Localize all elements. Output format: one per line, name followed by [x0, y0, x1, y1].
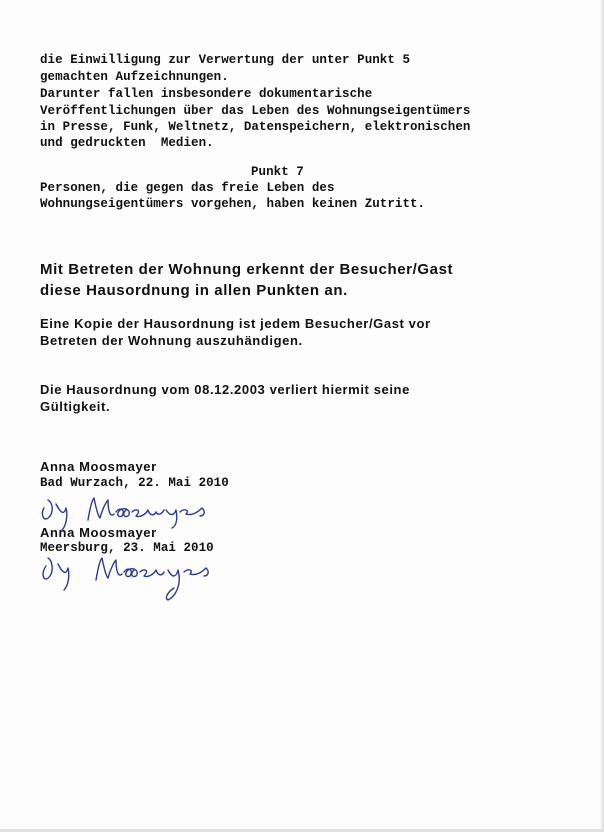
paper-edge [600, 0, 604, 832]
copy-note-line: Betreten der Wohnung auszuhändigen. [40, 333, 303, 348]
body-line: Veröffentlichungen über das Leben des Wohnungseigentümers [40, 104, 471, 118]
acceptance-line: Mit Betreten der Wohnung erkennt der Besucher/Gast [40, 261, 454, 278]
validity-line: Die Hausordnung vom 08.12.2003 verliert hiermit seine [40, 382, 410, 397]
body-line: Personen, die gegen das freie Leben des [40, 181, 335, 195]
body-line: gemachten Aufzeichnungen. [40, 70, 229, 84]
acceptance-line: diese Hausordnung in allen Punkten an. [40, 282, 348, 299]
signatory-name: Anna Moosmayer [40, 525, 157, 540]
signatory-name: Anna Moosmayer [40, 459, 157, 474]
section-heading: Punkt 7 [251, 165, 304, 179]
body-line: die Einwilligung zur Verwertung der unter Punkt 5 [40, 53, 411, 67]
handwritten-signature [36, 548, 226, 604]
body-line: Wohnungseigentümers vorgehen, haben keinen Zutritt. [40, 197, 426, 211]
validity-line: Gültigkeit. [40, 399, 111, 414]
body-line: Darunter fallen insbesondere dokumentarische [40, 87, 373, 101]
body-line: in Presse, Funk, Weltnetz, Datenspeichern, elektronischen [40, 120, 471, 134]
body-line: und gedruckten Medien. [40, 136, 214, 150]
signing-place-date: Bad Wurzach, 22. Mai 2010 [40, 476, 229, 490]
copy-note-line: Eine Kopie der Hausordnung ist jedem Besucher/Gast vor [40, 316, 431, 331]
signing-place-date: Meersburg, 23. Mai 2010 [40, 541, 214, 555]
